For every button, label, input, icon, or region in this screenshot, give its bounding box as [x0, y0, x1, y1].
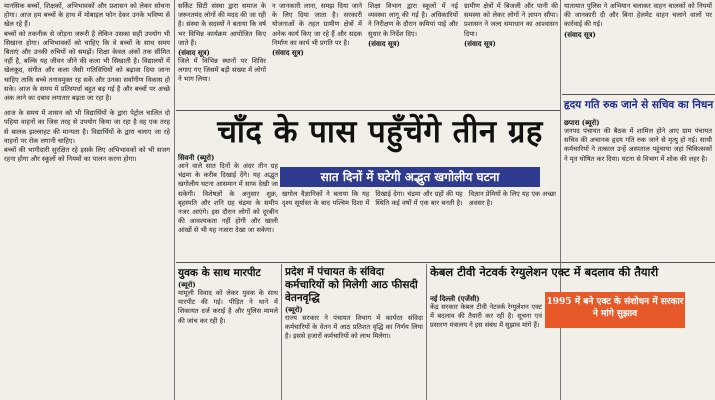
moon-story-right	[282, 190, 556, 260]
cable-story-headline: केबल टीवी नेटवर्क रेग्युलेशन एक्ट में बदलाव की तैयारी	[430, 266, 659, 279]
moon-story-text-2: खगोल वैज्ञानिकों ने बताया कि यह दृश्य सूर्यास्त के बाद पश्चिम दिशा में दिखाई देगा। चंद्रमा और ग्रहों की यह स्थिति कई वर्षों में एक बार बनती है। विज्ञान प्रेमियों के लिए यह एक अच्छा अवसर है।	[282, 190, 556, 208]
moon-story-text: आने वाले सात दिनों के अंदर तीन ग्रह चंद्रमा के करीब दिखाई देंगे। यह अद्भुत खगोलीय घटना आसमान में साफ देखी जा सकेगी। विशेषज्ञों के अनुसार शुक्र, बृहस्पति और शनि ग्रह चंद्रमा के समीप नजर आएंगे। इस दौरान लोगों को दूरबीन की आवश्यकता नहीं होगी और खाली आंखों से भी यह नजारा देखा जा सकेगा।	[178, 162, 278, 235]
youth-story	[178, 266, 278, 398]
heart-story-headline: हृदय गति रुक जाने से सचिव का निधन	[563, 99, 714, 111]
column-4-credit: (संवाद सूत्र)	[368, 38, 400, 48]
main-headline: चाँद के पास पहुँचेंगे तीन ग्रह	[217, 114, 543, 150]
cable-story-text: केंद्र सरकार केबल टीवी नेटवर्क रेग्युलेशन एक्ट में बदलाव की तैयारी कर रही है। सूचना एवं प्रसारण मंत्रालय ने इस संबंध में सुझाव मांगे हैं।	[430, 303, 542, 330]
left-column	[4, 2, 170, 398]
column-2-text-2: जिले में विभिन्न स्थानों पर शिविर लगाए गए जिसमें बड़ी संख्या में लोगों ने भाग लिया।	[178, 57, 266, 84]
panchayat-story	[285, 266, 423, 398]
cable-story-credit: नई दिल्ली (एजेंसी)	[430, 294, 480, 303]
column-2	[178, 2, 266, 110]
column-5-credit: (संवाद सूत्र)	[464, 38, 496, 48]
column-2-text: सर्किट सिटी संस्था द्वारा समाज के जरूरतमंद लोगों की मदद की जा रही है। संस्था के सदस्यों ने बताया कि वर्ष भर विभिन्न कार्यक्रम आयोजित किए जाते हैं।	[178, 2, 266, 47]
heart-story-credit: छपारा (ब्यूरो)	[564, 118, 600, 127]
cable-story	[430, 294, 542, 398]
divider-left	[174, 0, 175, 400]
column-4-text: शिक्षा विभाग द्वारा स्कूलों में नई व्यवस्था लागू की गई है। अधिकारियों ने निरीक्षण के दौरान कमियां पाई और सुधार के निर्देश दिए।	[368, 2, 458, 38]
heart-story	[564, 118, 712, 266]
column-3-text: न जानकारी लाना, समझ दिया जाने के लिए दिया जाता है। सरकारी योजनाओं के तहत ग्रामीण क्षेत्रों में अनेक कार्य किए जा रहे हैं और सड़क निर्माण का कार्य भी प्रगति पर है।	[272, 2, 362, 47]
divider-bottom-2	[426, 264, 427, 400]
left-body-text-3: बच्चों की भागीदारी सुरक्षित रहे इसके लिए अभिभावकों को भी सजग रहना होगा और स्कूलों को नियमों का पालन करना होगा।	[4, 146, 170, 164]
heart-story-text: जनपद पंचायत की बैठक में शामिल होने आए ग्राम पंचायत सचिव की अचानक हृदय गति रुक जाने से मृत्यु हो गई। साथी कर्मचारियों ने तत्काल उन्हें अस्पताल पहुंचाया जहां चिकित्सकों ने मृत घोषित कर दिया। घटना से विभाग में शोक की लहर है।	[564, 127, 712, 163]
column-5-text: ग्रामीण क्षेत्रों में बिजली और पानी की समस्या को लेकर लोगों ने ज्ञापन सौंपा। प्रशासन ने जल्द समाधान का आश्वासन दिया।	[464, 2, 558, 38]
right-column-text: यातायात पुलिस ने अभियान चलाकर वाहन चालकों को नियमों की जानकारी दी और बिना हेलमेट वाहन चलाने वालों पर कार्रवाई की गई।	[564, 2, 712, 29]
column-4	[368, 2, 458, 110]
divider-bottom-1	[281, 264, 282, 400]
panchayat-story-headline: प्रदेश में पंचायत के संविदा कर्मचारियों को मिलेगी आठ फीसदी वेतनवृद्धि	[285, 266, 418, 304]
right-column-credit: (संवाद सूत्र)	[564, 29, 596, 39]
left-body-text-2: आज के समय में शासन को भी विद्यार्थियों के द्वारा पेट्रोल चालित दो पहिया वाहनों का जिस तरह से उपयोग किया जा रहा है वह एक तरह से बालक झल्लाहट की मान्यता है। विद्यार्थियों के द्वारा चलाए जा रहे वाहनों पर रोक लगानी चाहिए।	[4, 109, 170, 145]
right-column-top	[564, 2, 712, 94]
youth-story-headline: युवक के साथ मारपीट	[178, 267, 261, 279]
moon-story-left	[178, 153, 278, 261]
bottom-section-rule	[176, 262, 715, 263]
youth-story-credit: (ब्यूरो)	[178, 280, 196, 289]
column-5	[464, 2, 558, 110]
column-3-credit: (संवाद सूत्र)	[272, 48, 304, 58]
column-2-credit: (संवाद सूत्र)	[178, 48, 210, 58]
youth-story-text: मामूली विवाद को लेकर युवक के साथ मारपीट की गई। पीड़ित ने थाने में शिकायत दर्ज कराई है और पुलिस मामले की जांच कर रही है।	[178, 289, 278, 325]
left-body-text: बच्चों को तकनीक से जोड़ना जरूरी है लेकिन उसका सही उपयोग भी सिखाना होगा। अभिभावकों को चाहिए कि वे बच्चों के साथ समय बिताएं और उनकी रुचियों को समझें। शिक्षा केवल अंकों तक सीमित नहीं है, बल्कि यह जीवन जीने की कला भी सिखाती है। विद्यालयों में खेलकूद, संगीत और कला जैसी गतिविधियों को बढ़ावा दिया जाना चाहिए ताकि बच्चे तनावमुक्त रह सकें और उनका सर्वांगीण विकास हो सके। आज के समय में प्रतिस्पर्धा बहुत बढ़ गई है और बच्चों पर अच्छे अंक लाने का दबाव लगातार बढ़ता जा रहा है।	[4, 29, 170, 103]
cable-story-highlight-box: 1995 में बने एक्ट के संशोधन में सरकार ने मांगे सुझाव	[545, 292, 685, 328]
astronomy-banner: सात दिनों में घटेगी अद्भुत खगोलीय घटना	[280, 167, 540, 187]
moon-story-credit: सिवनी (ब्यूरो)	[178, 153, 215, 162]
left-intro-text: मानसिक बच्चों, शिक्षकों, अभिभावकों और प्रशासन को लेकर सोचना होगा। आज हम बच्चों के हाथ में मोबाइल फोन देकर उनके भविष्य से खेल रहे हैं।	[4, 2, 170, 29]
panchayat-story-text: राज्य सरकार ने पंचायत विभाग में कार्यरत संविदा कर्मचारियों के वेतन में आठ प्रतिशत वृद्धि का निर्णय लिया है। इससे हजारों कर्मचारियों को लाभ मिलेगा।	[285, 314, 423, 341]
headline-top-rule	[176, 110, 560, 111]
panchayat-story-credit: (ब्यूरो)	[285, 305, 303, 314]
cable-story-headline-wrap	[430, 266, 713, 292]
column-3	[272, 2, 362, 110]
divider-right	[560, 0, 561, 400]
